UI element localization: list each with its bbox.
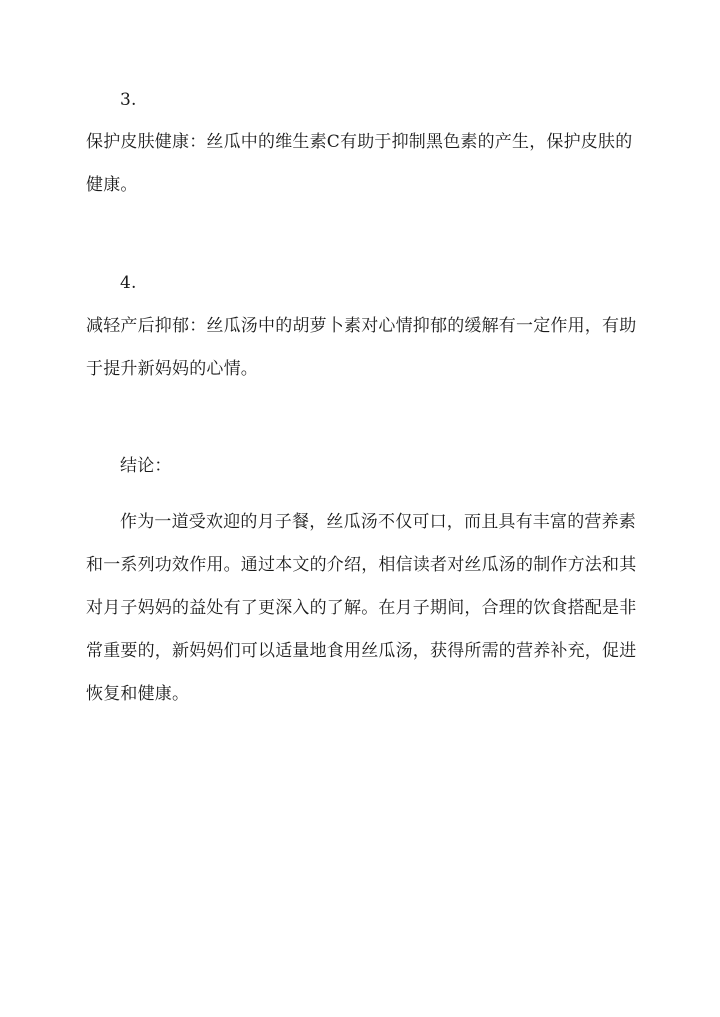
conclusion-line-5: 恢复和健康。 <box>86 684 190 704</box>
conclusion-line-1: 作为一道受欢迎的月子餐，丝瓜汤不仅可口，而且具有丰富的营养素 <box>120 512 636 532</box>
item-4-number: 4. <box>120 273 137 293</box>
conclusion-line-4: 常重要的，新妈妈们可以适量地食用丝瓜汤，获得所需的营养补充，促进 <box>86 641 637 661</box>
conclusion-line-2: 和一系列功效作用。通过本文的介绍，相信读者对丝瓜汤的制作方法和其 <box>86 555 637 575</box>
item-3-number: 3. <box>120 90 137 110</box>
item-4-line-2: 于提升新妈妈的心情。 <box>86 359 258 379</box>
conclusion-heading: 结论： <box>120 456 172 476</box>
item-3-line-2: 健康。 <box>86 175 138 195</box>
item-3-line-1: 保护皮肤健康：丝瓜中的维生素C有助于抑制黑色素的产生，保护皮肤的 <box>86 132 633 152</box>
item-4-line-1: 减轻产后抑郁：丝瓜汤中的胡萝卜素对心情抑郁的缓解有一定作用，有助 <box>86 316 637 336</box>
conclusion-line-3: 对月子妈妈的益处有了更深入的了解。在月子期间，合理的饮食搭配是非 <box>86 598 637 618</box>
